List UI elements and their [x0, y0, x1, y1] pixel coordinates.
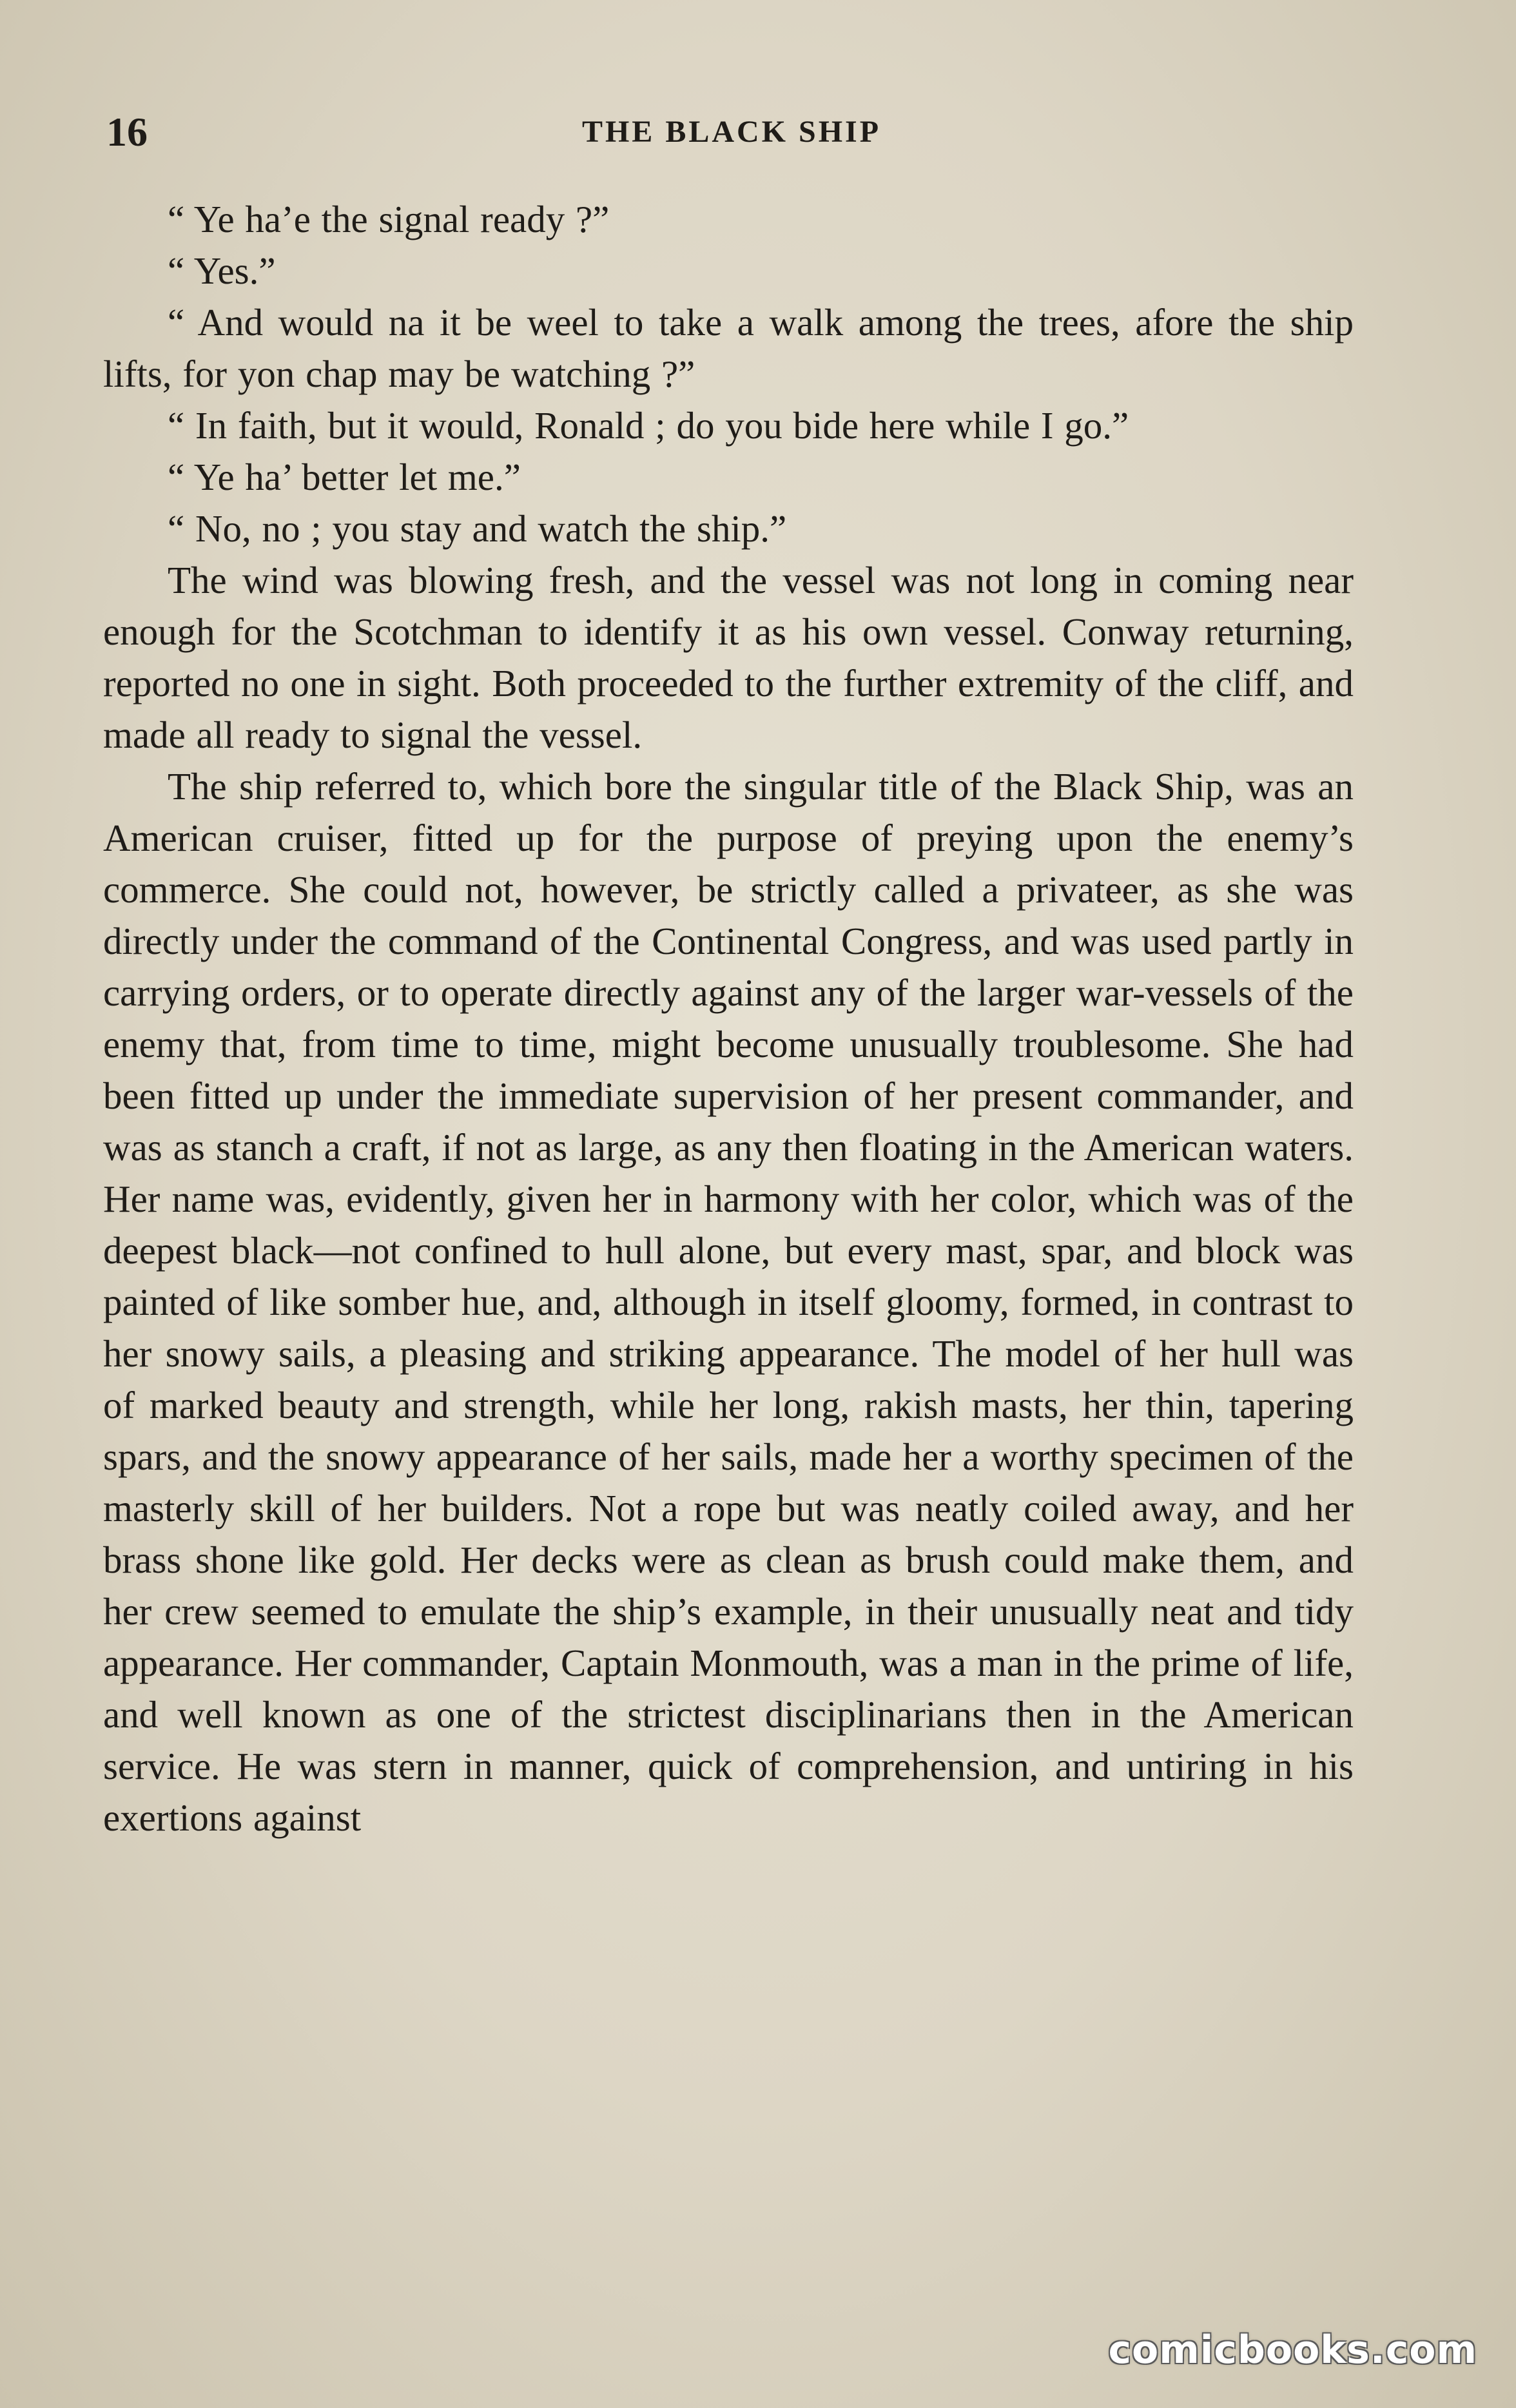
paragraph: The ship referred to, which bore the singular title of the Black Ship, was an American cruiser, fitted up for the purpose of preying upon the enemy’s commerce. She could not, however, be strictly called a privateer, as she was directly under the command of the Continental Congress, and was used partly in carrying orders, or to operate directly against any of the larger war-vessels of the enemy that, from time to time, might become unusually troublesome. She had been fitted up under the immediate supervision of her present commander, and was as stanch a craft, if not as large, as any then floating in the American waters. Her name was, evidently, given her in harmony with her color, which was of the deepest black—not confined to hull alone, but every mast, spar, and block was painted of like somber hue, and, although in itself gloomy, formed, in contrast to her snowy sails, a pleasing and striking appearance. The model of her hull was of marked beauty and strength, while her long, rakish masts, her thin, tapering spars, and the snowy appearance of her sails, made her a worthy specimen of the masterly skill of her builders. Not a rope but was neatly coiled away, and her brass shone like gold. Her decks were as clean as brush could make them, and her crew seemed to emulate the ship’s example, in their unusually neat and tidy appearance. Her commander, Captain Monmouth, was a man in the prime of life, and well known as one of the strictest disciplinarians then in the American service. He was stern in manner, quick of comprehension, and untiring in his exertions against — [103, 765, 1354, 1839]
paragraph: “ Ye ha’e the signal ready ?” — [168, 198, 610, 240]
paragraph: The wind was blowing fresh, and the vessel was not long in coming near enough for the Scotchman to identify it as his own vessel. Conway returning, reported no one in sight. Both proceeded to the further extremity of the cliff, and made all ready to signal the vessel. — [103, 559, 1354, 756]
paragraph: “ And would na it be weel to take a walk among the trees, afore the ship lifts, for yon chap may be watching ?” — [103, 301, 1354, 395]
paragraph: “ Yes.” — [168, 249, 276, 292]
page-number: 16 — [106, 109, 148, 155]
paragraph: “ Ye ha’ better let me.” — [168, 456, 521, 498]
site-watermark: comicbooks.com — [1108, 2327, 1477, 2373]
body-text — [103, 193, 1354, 1843]
running-title: THE BLACK SHIP — [581, 115, 882, 149]
page-header — [106, 103, 1357, 161]
paragraph: “ No, no ; you stay and watch the ship.” — [168, 507, 787, 550]
paragraph: “ In faith, but it would, Ronald ; do you bide here while I go.” — [168, 404, 1129, 447]
